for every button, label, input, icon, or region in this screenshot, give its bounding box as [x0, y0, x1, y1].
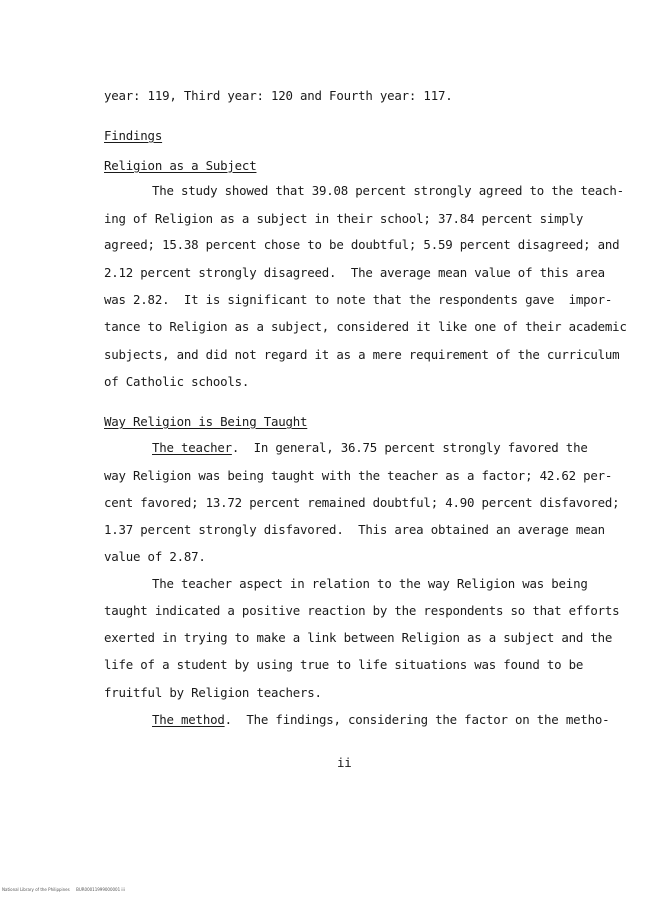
- text-line-17: value of 2.87.: [104, 549, 206, 564]
- text-line-1: year: 119, Third year: 120 and Fourth year: 117.: [104, 88, 453, 103]
- text-line-15: cent favored; 13.72 percent remained doubtful; 4.90 percent disfavored;: [104, 495, 620, 510]
- text-line-7: 2.12 percent strongly disagreed. The average mean value of this area: [104, 265, 605, 280]
- text-line-4: The study showed that 39.08 percent strongly agreed to the teach-: [152, 183, 624, 198]
- text-line-23: [152, 712, 609, 728]
- text-line-13: [152, 440, 588, 456]
- section-heading-findings: Findings: [104, 128, 163, 143]
- text-line-11: of Catholic schools.: [104, 374, 250, 389]
- text-line-8: was 2.82. It is significant to note that the respondents gave impor-: [104, 292, 613, 307]
- subheading-religion-as-subject: Religion as a Subject: [104, 158, 257, 173]
- text-line-16: 1.37 percent strongly disfavored. This area obtained an average mean: [104, 522, 605, 537]
- text-line-14: way Religion was being taught with the teacher as a factor; 42.62 per-: [104, 468, 613, 483]
- text-line-23-rest: . The findings, considering the factor on the metho-: [224, 712, 610, 727]
- text-line-21: life of a student by using true to life situations was found to be: [104, 657, 584, 672]
- page-number: ii: [337, 755, 352, 770]
- text-line-18: The teacher aspect in relation to the way Religion was being: [152, 576, 588, 591]
- text-line-9: tance to Religion as a subject, considered it like one of their academic: [104, 319, 627, 334]
- run-in-heading-method: The method: [152, 712, 225, 727]
- text-line-6: agreed; 15.38 percent chose to be doubtful; 5.59 percent disagreed; and: [104, 237, 620, 252]
- subheading-way-religion-taught: Way Religion is Being Taught: [104, 414, 308, 429]
- text-line-10: subjects, and did not regard it as a mere requirement of the curriculum: [104, 347, 620, 362]
- text-line-5: ing of Religion as a subject in their school; 37.84 percent simply: [104, 211, 584, 226]
- scan-footer: National Library of the Philippines BUR00011999000001 iii: [2, 887, 125, 892]
- run-in-heading-teacher: The teacher: [152, 440, 232, 455]
- text-line-22: fruitful by Religion teachers.: [104, 685, 322, 700]
- text-line-13-rest: . In general, 36.75 percent strongly favored the: [231, 440, 588, 455]
- text-line-20: exerted in trying to make a link between Religion as a subject and the: [104, 630, 613, 645]
- text-line-19: taught indicated a positive reaction by the respondents so that efforts: [104, 603, 620, 618]
